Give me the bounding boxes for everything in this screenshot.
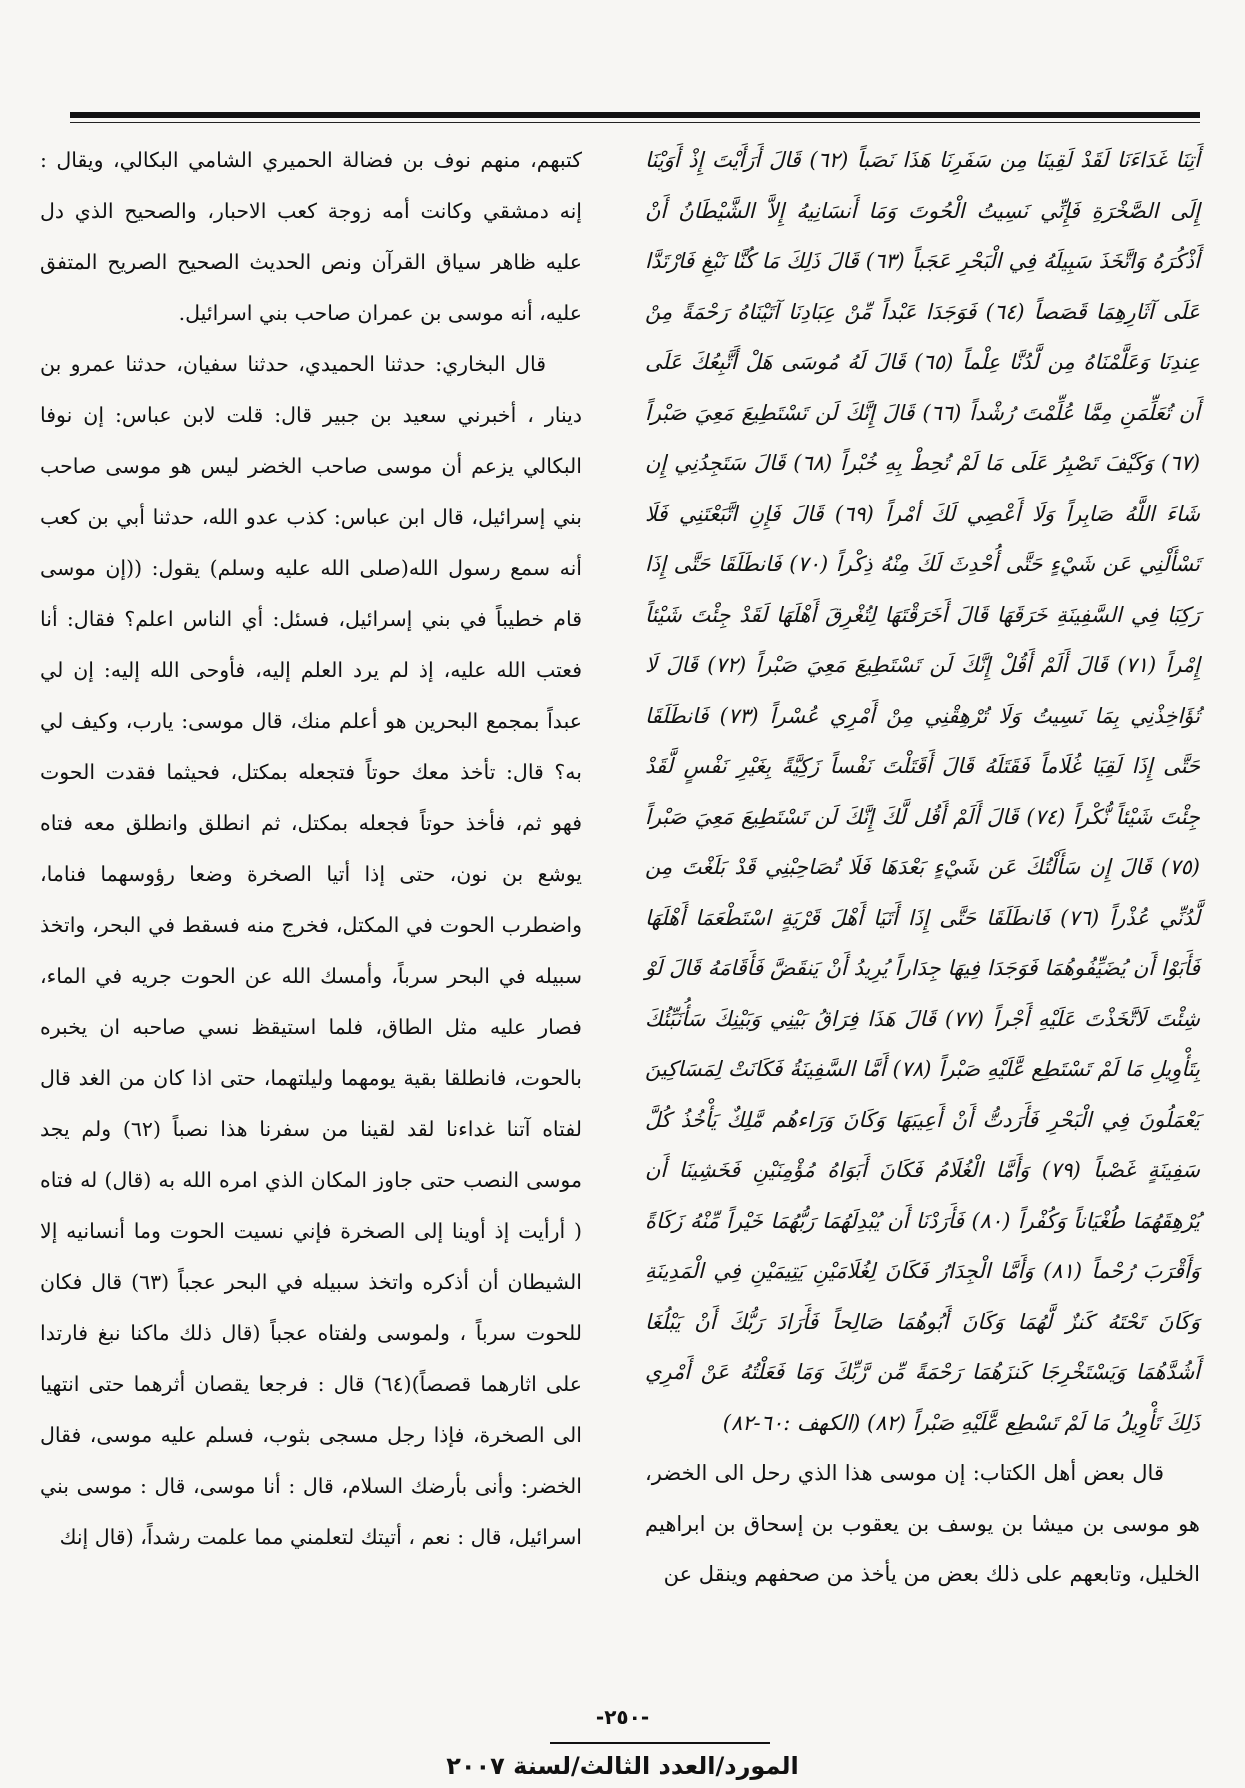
top-rule	[70, 112, 1200, 118]
right-column-paragraph: قال بعض أهل الكتاب: إن موسى هذا الذي رحل الى الخضر، هو موسى بن ميشا بن يوسف بن يعقوب بن إسحاق بن ابراهيم الخليل، وتابعهم على ذلك بعض من يأخذ من صحفهم وينقل عن	[645, 1461, 1200, 1586]
footer-rule	[550, 1742, 770, 1744]
left-column	[40, 135, 582, 1563]
right-column	[645, 135, 1200, 1600]
left-column-paragraph-1: كتبهم، منهم نوف بن فضالة الحميري الشامي البكالي، ويقال : إنه دمشقي وكانت أمه زوجة كعب الاحبار، والصحيح الذي دل عليه ظاهر سياق القرآن ونص الحديث الصحيح الصريح المتفق عليه، أنه موسى بن عمران صاحب بني اسرائيل.	[40, 148, 582, 325]
page-number: -٢٥٠-	[595, 1705, 650, 1729]
quran-passage: أَتِنَا غَدَاءَنَا لَقَدْ لَقِينَا مِن سَفَرِنَا هَذَا نَصَباً (٦٢) قَالَ أَرَأَيْتَ إِذْ أَوَيْنَا إِلَى الصَّخْرَةِ فَإِنِّي نَسِيتُ الْحُوتَ وَمَا أَنسَانِيهُ إِلاَّ الشَّيْطَانُ أَنْ أَذْكُرَهُ وَاتَّخَذَ سَبِيلَهُ فِي الْبَحْرِ عَجَباً (٦٣) قَالَ ذَلِكَ مَا كُنَّا نَبْغِ فَارْتَدَّا عَلَى آثَارِهِمَا قَصَصاً (٦٤) فَوَجَدَا عَبْداً مِّنْ عِبَادِنَا آتَيْنَاهُ رَحْمَةً مِنْ عِندِنَا وَعَلَّمْنَاهُ مِن لَّدُنَّا عِلْماً (٦٥) قَالَ لَهُ مُوسَى هَلْ أَتَّبِعُكَ عَلَى أَن تُعَلِّمَنِ مِمَّا عُلِّمْتَ رُشْداً (٦٦) قَالَ إِنَّكَ لَن تَسْتَطِيعَ مَعِيَ صَبْراً (٦٧) وَكَيْفَ تَصْبِرُ عَلَى مَا لَمْ تُحِطْ بِهِ خُبْراً (٦٨) قَالَ سَتَجِدُنِي إِن شَاءَ اللَّهُ صَابِراً وَلَا أَعْصِي لَكَ أمْراً (٦٩) قَالَ فَإِنِ اتَّبَعْتَنِي فَلَا تَسْأَلْنِي عَن شَيْءٍ حَتَّى أُحْدِثَ لَكَ مِنْهُ ذِكْراً (٧٠) فَانطَلَقَا حَتَّى إِذَا رَكِبَا فِي السَّفِينَةِ خَرَقَهَا قَالَ أَخَرَقْتَهَا لِتُغْرِقَ أَهْلَهَا لَقَدْ جِئْتَ شَيْئاً إِمْراً (٧١) قَالَ أَلَمْ أَقُلْ إِنَّكَ لَن تَسْتَطِيعَ مَعِيَ صَبْراً (٧٢) قَالَ لَا تُؤَاخِذْنِي بِمَا نَسِيتُ وَلَا تُرْهِقْنِي مِنْ أَمْرِي عُسْراً (٧٣) فَانطَلَقَا حَتَّى إِذَا لَقِيَا غُلَاماً فَقَتَلَهُ قَالَ أَقَتَلْتَ نَفْساً زَكِيَّةً بِغَيْرِ نَفْسٍ لَّقَدْ جِئْتَ شَيْئاً نُّكْراً (٧٤) قَالَ أَلَمْ أَقُل لَّكَ إِنَّكَ لَن تَسْتَطِيعَ مَعِيَ صَبْراً (٧٥) قَالَ إِن سَأَلْتُكَ عَن شَيْءٍ بَعْدَهَا فَلَا تُصَاحِبْنِي قَدْ بَلَغْتَ مِن لَّدُنِّي عُذْراً (٧٦) فَانطَلَقَا حَتَّى إِذَا أَتَيَا أَهْلَ قَرْيَةٍ اسْتَطْعَمَا أَهْلَهَا فَأَبَوْا أَن يُضَيِّفُوهُمَا فَوَجَدَا فِيهَا جِدَاراً يُرِيدُ أَنْ يَنقَضَّ فَأَقَامَهُ قَالَ لَوْ شِئْتَ لَاتَّخَذْتَ عَلَيْهِ أَجْراً (٧٧) قَالَ هَذَا فِرَاقُ بَيْنِي وَبَيْنِكَ سَأُنَبِّئُكَ بِتَأْوِيلِ مَا لَمْ تَسْتَطِع عَّلَيْهِ صَبْراً (٧٨) أَمَّا السَّفِينَةُ فَكَانَتْ لِمَسَاكِينَ يَعْمَلُونَ فِي الْبَحْرِ فَأَرَدتُّ أَنْ أَعِيبَهَا وَكَانَ وَرَاءهُم مَّلِكٌ يَأْخُذُ كُلَّ سَفِينَةٍ غَصْباً (٧٩) وَأَمَّا الْغُلَامُ فَكَانَ أَبَوَاهُ مُؤْمِنَيْنِ فَخَشِينَا أَن يُرْهِقَهُمَا طُغْيَاناً وَكُفْراً (٨٠) فَأَرَدْنَا أَن يُبْدِلَهُمَا رَبُّهُمَا خَيْراً مِّنْهُ زَكَاةً وَأَقْرَبَ رُحْماً (٨١) وَأَمَّا الْجِدَارُ فَكَانَ لِغُلَامَيْنِ يَتِيمَيْنِ فِي الْمَدِينَةِ وَكَانَ تَحْتَهُ كَنزٌ لَّهُمَا وَكَانَ أَبُوهُمَا صَالِحاً فَأَرَادَ رَبُّكَ أَنْ يَبْلُغَا أَشُدَّهُمَا وَيَسْتَخْرِجَا كَنزَهُمَا رَحْمَةً مِّن رَّبِّكَ وَمَا فَعَلْتُهُ عَنْ أَمْرِي ذَلِكَ تَأْوِيلُ مَا لَمْ تَسْطِع عَّلَيْهِ صَبْراً (٨٢) (الكهف :٦٠-٨٢)	[645, 148, 1201, 1435]
journal-info: المورد/العدد الثالث/لسنة ٢٠٠٧	[446, 1752, 799, 1780]
left-column-paragraph-2: قال البخاري: حدثنا الحميدي، حدثنا سفيان، حدثنا عمرو بن دينار ، أخبرني سعيد بن جبير قال: قلت لابن عباس: إن نوفا البكالي يزعم أن موسى صاحب الخضر ليس هو موسى صاحب بني إسرائيل، قال ابن عباس: كذب عدو الله، حدثنا أبي بن كعب أنه سمع رسول الله(صلى الله عليه وسلم) يقول: ((إن موسى قام خطيباً في بني إسرائيل، فسئل: أي الناس اعلم؟ فقال: أنا فعتب الله عليه، إذ لم يرد العلم إليه، فأوحى الله إليه: إن لي عبداً بمجمع البحرين هو أعلم منك، قال موسى: يارب، وكيف لي به؟ قال: تأخذ معك حوتاً فتجعله بمكتل، فحيثما فقدت الحوت فهو ثم، فأخذ حوتاً فجعله بمكتل، ثم انطلق وانطلق معه فتاه يوشع بن نون، حتى إذا أتيا الصخرة وضعا رؤوسهما فناما، واضطرب الحوت في المكتل، فخرج منه فسقط في البحر، واتخذ سبيله في البحر سرباً، وأمسك الله عن الحوت جريه في الماء، فصار عليه مثل الطاق، فلما استيقظ نسي صاحبه ان يخبره بالحوت، فانطلقا بقية يومهما وليلتهما، حتى اذا كان من الغد قال لفتاه آتنا غداءنا لقد لقينا من سفرنا هذا نصباً (٦٢) ولم يجد موسى النصب حتى جاوز المكان الذي امره الله به (قال) له فتاه ( أرأيت إذ أوينا إلى الصخرة فإني نسيت الحوت وما أنسانيه إلا الشيطان أن أذكره واتخذ سبيله في البحر عجباً (٦٣) قال فكان للحوت سرباً ، ولموسى ولفتاه عجباً (قال ذلك ماكنا نبغ فارتدا على اثارهما قصصاً)(٦٤) قال : فرجعا يقصان أثرهما حتى انتهيا الى الصخرة، فإذا رجل مسجى بثوب، فسلم عليه موسى، فقال الخضر: وأنى بأرضك السلام، قال : أنا موسى، قال : موسى بني اسرائيل، قال : نعم ، أتيتك لتعلمني مما علمت رشداً، (قال إنك	[40, 352, 582, 1549]
